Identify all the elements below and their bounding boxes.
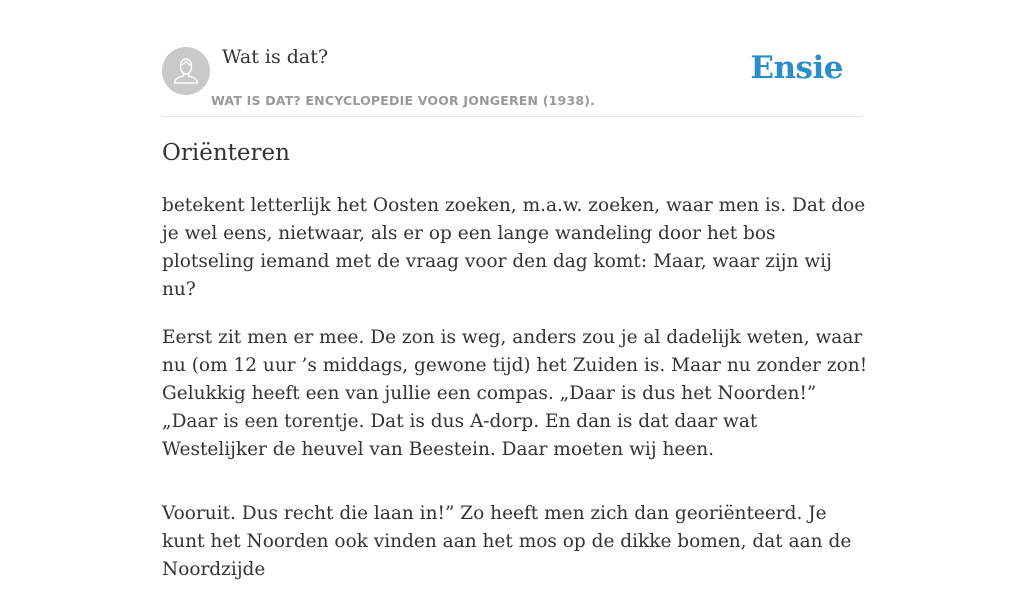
entry-paragraph: Eerst zit men er mee. De zon is weg, anders zou je al dadelijk weten, waar nu (om 12 uur ’s middags, gewone tijd) het Zuiden is. Maar nu zonder zon! Gelukkig heeft een van jullie een compas. „Daar is dus het Noorden!” „Daar is een torentje. Dat is dus A-dorp. En dan is dat daar wat Westelijker de heuvel van Beestein. Daar moeten wij heen. (162, 327, 868, 460)
entry-paragraph: betekent letterlijk het Oosten zoeken, m.a.w. zoeken, waar men is. Dat doe je wel eens, nietwaar, als er op een lange wandeling door het bos plotseling iemand met de vraag voor den dag komt: Maar, waar zijn wij nu? (162, 195, 866, 300)
avatar[interactable] (162, 47, 210, 95)
page (162, 0, 868, 580)
source-subtitle: WAT IS DAT? ENCYCLOPEDIE VOOR JONGEREN (1938). (211, 93, 596, 108)
entry-title: Oriënteren (162, 140, 290, 166)
user-icon (162, 47, 210, 95)
entry-content (162, 192, 868, 604)
entry-paragraph: Vooruit. Dus recht die laan in!” Zo heeft men zich dan georiënteerd. Je kunt het Noorden ook vinden aan het mos op de dikke bomen, dat aan de Noordzijde (162, 503, 852, 580)
source-header (162, 0, 862, 117)
source-title[interactable]: Wat is dat? (222, 46, 329, 68)
brand-logo[interactable]: Ensie (750, 50, 843, 86)
